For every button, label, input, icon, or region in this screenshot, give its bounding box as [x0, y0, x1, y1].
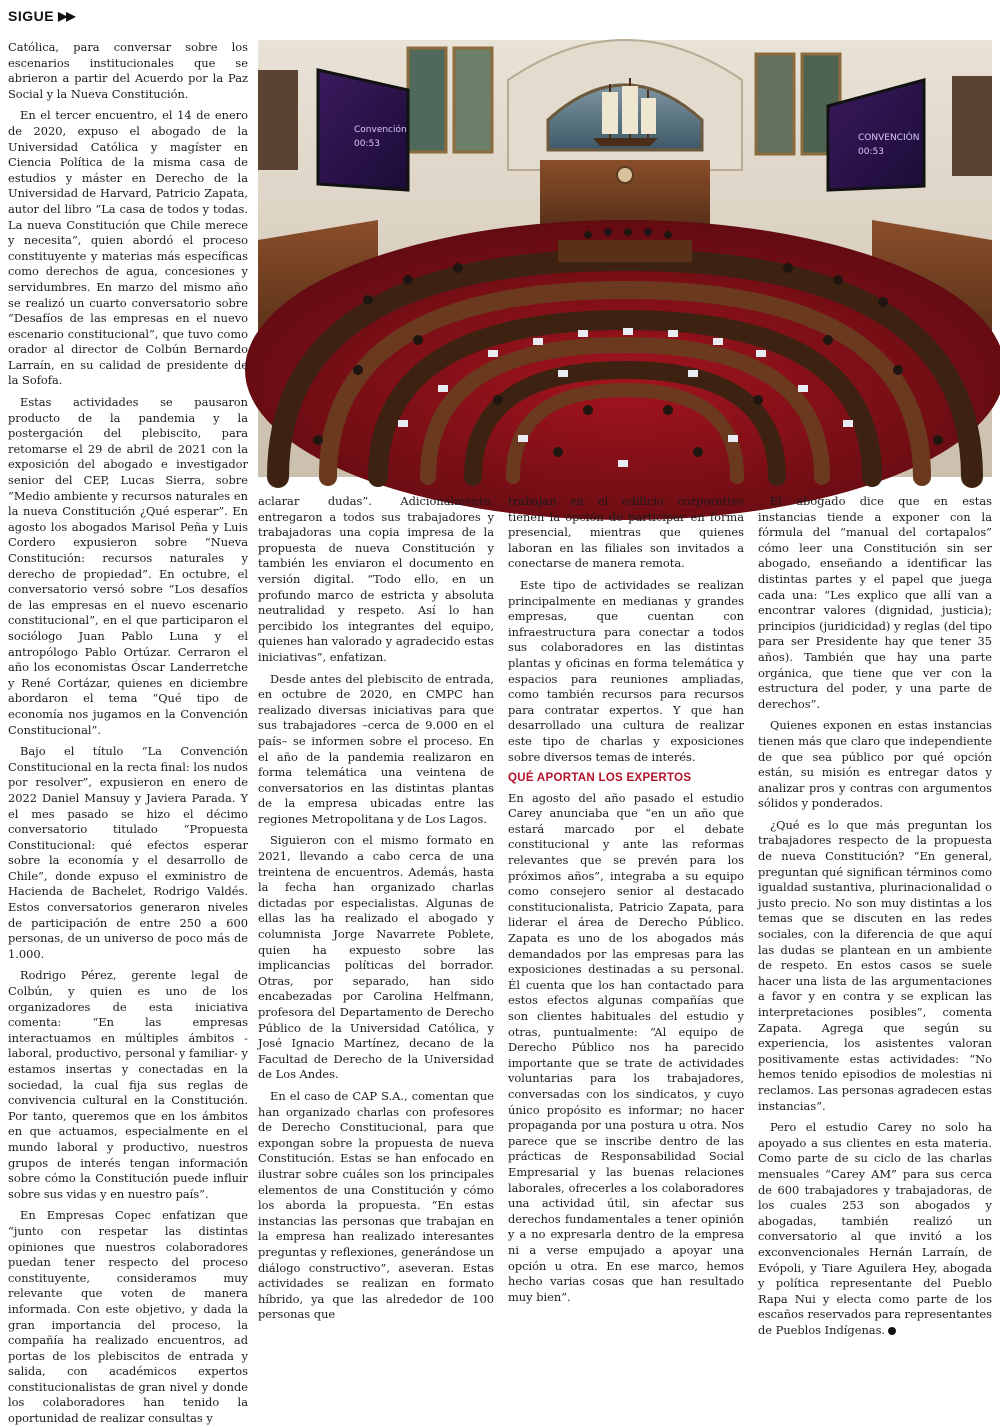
paragraph: Desde antes del plebiscito de entrada, en octubre de 2020, en CMPC han realizado diversas iniciativas para que sus trabajadores –cerca de 9.000 en el país– se informen sobre el proceso. En el año de la pandemia realizaron en forma telemática una veintena de conversatorios en las distintas plantas de la empresa ubicadas entre las regiones Metropolitana y de Los Lagos.: [258, 671, 494, 826]
paragraph: En Empresas Copec enfatizan que “junto con respetar las distintas opiniones que nuestros colaboradores puedan tener respecto del proceso constituyente, consideramos muy relevante que voten de manera informada. Con este objetivo, y dada la gran importancia del proceso, la compañía ha realizado encuentros, ad portas de los plebiscitos de entrada y salida, con académicos expertos constitucionalistas de gran nivel y donde los colaboradores han tenido la oportunidad de realizar consultas y: [8, 1208, 248, 1426]
paragraph: Rodrigo Pérez, gerente legal de Colbún, y quien es uno de los organizadores de esta iniciativa comenta: “En las empresas interactuamos en múltiples ámbitos -laboral, productivo, personal y familiar- y estamos insertas y conectadas en la sociedad, la cual fija sus reglas de convivencia cultural en la Constitución. Por tanto, queremos que en los ámbitos en que actuamos, especialmente en el mundo laboral y productivo, nuestros grupos de interés tengan información sobre cómo la Constitución puede influir sobre sus vidas y en nuestro país”.: [8, 968, 248, 1201]
paragraph: Católica, para conversar sobre los escenarios institucionales que se abrieron a partir del Acuerdo por la Paz Social y la Nueva Constitución.: [8, 40, 248, 101]
chamber-photo: [258, 40, 992, 477]
paragraph: trabajan en el edificio corporativo tienen la opción de participar en forma presencial, mientras que quienes laboran en las filiales son invitados a conectarse de manera remota.: [508, 494, 744, 571]
paragraph: Quienes exponen en estas instancias tienen más que claro que independiente de que sea público por qué opción están, su misión es entregar datos y analizar pros y contras con argumentos sólidos y ponderados.: [758, 718, 992, 811]
continues-label: SIGUE: [8, 8, 55, 24]
screen-line: CONVENCIÓN: [858, 133, 920, 143]
paragraph: Este tipo de actividades se realizan principalmente en medianas y grandes empresas, que cuentan con infraestructura para conectar a todos sus colaboradores en las distintas plantas y oficinas en forma telemática y espacios para reuniones ampliadas, como también recursos para recursos para contratar expertos. Y que han desarrollado una cultura de realizar este tipo de charlas y exposiciones sobre diversos temas de interés.: [508, 577, 744, 764]
paragraph: Estas actividades se pausaron producto de la pandemia y la postergación del plebiscito, para retomarse el 29 de abril de 2021 con la exposición del abogado e investigador senior del CEP, Lucas Sierra, sobre “Medio ambiente y recursos naturales en la nueva Constitución ¿Qué esperar”. En agosto los abogados Marisol Peña y Luis Cordero expusieron sobre “Nueva Constitución: recursos naturales y derecho de propiedad”. En octubre, el conversatorio versó sobre “Los desafíos de las empresas en el nuevo escenario constitucional”, en el que participaron el sociólogo Juan Pablo Luna y el antropólogo Pablo Ortúzar. Cerraron el año los economistas Óscar Landerretche y René Cortázar, quienes en diciembre abordaron el tema “Qué tipo de economía nos jugamos en la Convención Constitucional”.: [8, 395, 248, 737]
continues-header: [8, 6, 992, 26]
chamber-photo-icon: [258, 40, 992, 477]
screen-line: Convención: [354, 125, 407, 135]
screen-line: 00:53: [354, 139, 380, 149]
paragraph-text: Pero el estudio Carey no solo ha apoyado a sus clientes en esta materia. Como parte de su ciclo de las charlas mensuales “Carey AM” para sus cerca de 600 trabajadores y trabajadoras, de los cuales 253 son abogados y abogadas, también realizó un conversatorio al que invitó a los exconvencionales Hernán Larraín, de Evópoli, y Tiare Aguilera Hey, abogada y política representante del Pueblo Rapa Nui y electa como parte de los escaños reservados para representantes de Pueblos Indígenas.: [758, 1120, 992, 1337]
paragraph: ¿Qué es lo que más preguntan los trabajadores respecto de la propuesta de nueva Constitución? “En general, preguntan qué significan términos como igualdad sustantiva, plurinacionalidad o justo precio. No son muy distintas a los temas que se discuten en las redes sociales, con la diferencia de que aquí las dudas se plantean en un ambiente de respeto. En estos casos se suele hacer una lista de las argumentaciones a favor y en contra y se explican las interpretaciones posibles”, comenta Zapata. Agrega que según su experiencia, los asistentes valoran positivamente estas actividades: “No hemos tenido episodios de molestias ni reclamos. Las personas agradecen estas instancias”.: [758, 817, 993, 1113]
paragraph-last: [758, 1120, 992, 1338]
paragraph: Siguieron con el mismo formato en 2021, llevando a cabo cerca de una treintena de encuentros. Además, hasta la fecha han organizado charlas dictadas por especialistas. Algunas de ellas las ha realizado el abogado y columnista Jorge Navarrete Poblete, quien ha expuesto sobre las implicancias políticas del borrador. Otras, por separado, han sido encabezadas por Carolina Helfmann, profesora del Departamento de Derecho Público de la Universidad Católica, y José Ignacio Martínez, decano de la Facultad de Derecho de la Universidad de Los Andes.: [258, 833, 494, 1082]
paragraph: Bajo el título “La Convención Constitucional en la recta final: los nudos por resolver”, expusieron en enero de 2022 Daniel Mansuy y Javiera Parada. Y el mes pasado se hizo el décimo conversatorio titulado “Propuesta Constitucional: qué efectos esperar sobre la economía y el desarrollo de Chile”, donde expuso el exministro de Hacienda de Bachelet, Rodrigo Valdés. Estos conversatorios generaron niveles de participación de entre 250 a 600 personas, de un universo de poco más de 1.000.: [8, 744, 248, 961]
article-column-1: [8, 40, 248, 1426]
paragraph: En el caso de CAP S.A., comentan que han organizado charlas con profesores de Derecho Constitucional, para que expongan sobre la propuesta de nueva Constitución. Estas se han enfocado en ilustrar sobre cuáles son los principales elementos de una Constitución y cómo los aborda la propuesta. “En estas instancias las personas que trabajan en la empresa han realizado interesantes preguntas y reflexiones, generándose un diálogo constructivo”, aseveran. Estas actividades se realizan en formato híbrido, ya que las alrededor de 100 personas que: [258, 1088, 494, 1322]
section-subhead: QUÉ APORTAN LOS EXPERTOS: [508, 772, 692, 785]
paragraph: En agosto del año pasado el estudio Carey anunciaba que “en un año que estará marcado por el debate constitucional y ante las reformas relevantes que se prevén para los próximos años”, integraba a su equipo como consejero senior al destacado constitucionalista, Patricio Zapata, para liderar el área de Derecho Público. Zapata es uno de los abogados más demandados por las empresas para las exposiciones destinadas a su personal. Él cuenta que los han contactado para estos efectos algunas compañías que son clientes habituales del estudio y otras, puntualmente: “Al equipo de Derecho Público nos ha parecido importante que se trate de actividades voluntarias para los trabajadores, conversadas con los sindicatos, y cuyo único propósito es informar; no hacer propaganda por una postura u otra. Nos parece que se inscribe dentro de las prácticas de Responsabilidad Social Empresarial y las buenas relaciones laborales, ofrecerles a los colaboradores una actividad útil, sin afectar sus derechos fundamentales a tener opinión y a no expresarla dentro de la empresa ni a verse empujado a apoyar una opción u otra. En ese marco, hemos hecho varias cosas que han resultado muy bien”.: [508, 790, 744, 1304]
article-column-4: [758, 494, 993, 1337]
screen-line: 00:53: [858, 147, 884, 157]
article-column-3: [508, 494, 744, 1304]
paragraph: El abogado dice que en estas instancias tiende a exponer con la fórmula del “manual del cortapalos” cómo leer una Constitución sin ser abogado, enseñando a identificar las distintas partes y el papel que juega cada una: “Les explico que allí van a encontrar valores (dignidad, justicia); principios (juridicidad) y reglas (del tipo para ser Presidente hay que tener 35 años). También que hay una parte orgánica, que tiene que ver con la estructura del poder, y una parte de derechos”.: [758, 494, 992, 711]
end-of-article-icon: [888, 1327, 896, 1335]
double-arrow-icon: ▶▶: [58, 9, 75, 23]
paragraph: En el tercer encuentro, el 14 de enero de 2020, expuso el abogado de la Universidad Católica y magíster en Ciencia Política de la misma casa de estudios y máster en Derecho de la Universidad de Harvard, Patricio Zapata, autor del libro “La casa de todos y todas. La nueva Constitución que Chile merece y necesita”, quien abordó el proceso constituyente y materias más específicas como derechos de agua, concesiones y servidumbres. En marzo del mismo año se realizó un cuarto conversatorio sobre “Desafíos de las empresas en el nuevo escenario constitucional”, que tuvo como orador al director de Colbún Bernardo Larraín, en su calidad de presidente de la Sofofa.: [8, 108, 248, 388]
paragraph: aclarar dudas”. Adicionalmente, entregaron a todos sus trabajadores y trabajadoras una copia impresa de la propuesta de nueva Constitución y también les enviaron el documento en versión digital. “Todo ello, en un profundo marco de estricta y absoluta neutralidad y respeto. Así lo han percibido los integrantes del equipo, quienes han valorado y agradecido estas iniciativas”, enfatizan.: [258, 494, 494, 664]
article-column-2: [258, 494, 494, 1322]
